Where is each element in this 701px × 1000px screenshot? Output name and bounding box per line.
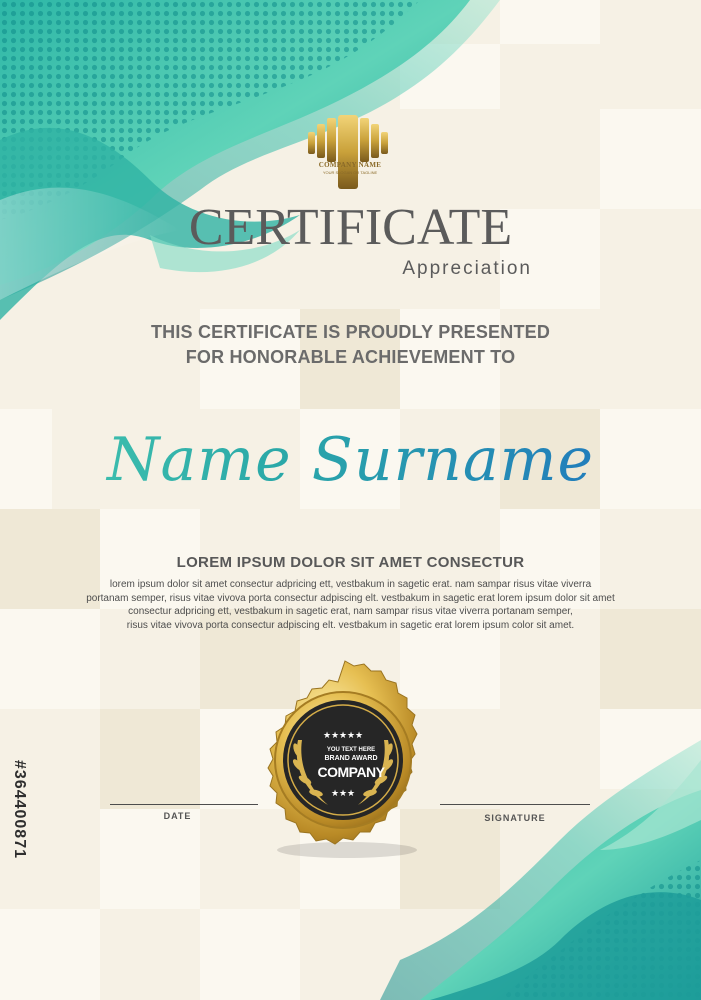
svg-text:★: ★	[322, 731, 332, 741]
svg-text:★: ★	[330, 731, 340, 741]
sub-heading: LOREM IPSUM DOLOR SIT AMET CONSECTUR	[176, 554, 525, 571]
svg-text:★: ★	[346, 789, 356, 799]
seal-text-line-2: BRAND AWARD	[324, 755, 378, 762]
signature-label: SIGNATURE	[484, 813, 546, 823]
signature-line	[440, 804, 590, 805]
svg-text:★: ★	[338, 731, 348, 741]
presented-line-2: FOR HONORABLE ACHIEVEMENT TO	[185, 347, 516, 367]
svg-text:★: ★	[330, 789, 340, 799]
seal-text-line-1: YOU TEXT HERE	[326, 747, 376, 753]
presented-text	[0, 320, 701, 370]
stock-id-text: #364400871	[11, 760, 28, 859]
presented-line-1: THIS CERTIFICATE IS PROUDLY PRESENTED	[150, 322, 551, 342]
body-line: portanam semper, risus vitae vivova porta consectur adpiscing elt. vestbakum in sagetic erat lorem ipsum dolor sit amet	[86, 592, 615, 604]
stock-id	[4, 760, 30, 980]
body-line: risus vitae vivova porta consectur adpiscing elt. vestbakum in sagetic erat lorem ipsum color sit amet.	[126, 619, 575, 631]
seal-text-line-3: COMPANY	[317, 764, 385, 780]
certificate-subtitle: Appreciation	[402, 258, 532, 279]
svg-text:★: ★	[354, 731, 364, 741]
svg-text:★: ★	[338, 789, 348, 799]
body-line: lorem ipsum dolor sit amet consectur adpricing ett, vestbakum in sagetic erat. nam sampar risus vitae viverra	[109, 579, 592, 590]
date-label: DATE	[163, 811, 192, 821]
certificate-title: CERTIFICATE	[188, 199, 513, 256]
company-slogan: YOUR SLOGAN OR TAGLINE	[322, 170, 378, 175]
date-line	[110, 804, 258, 805]
svg-text:★: ★	[346, 731, 356, 741]
company-name: COMPANY NAME	[318, 161, 382, 169]
body-text	[60, 578, 641, 632]
recipient-name: Name Surname	[0, 420, 701, 500]
company-logo-icon	[308, 115, 388, 189]
body-line: consectur adpricing ett, vestbakum in sagetic erat, nam sampar risus vitae viverra portanam semper,	[128, 606, 573, 617]
